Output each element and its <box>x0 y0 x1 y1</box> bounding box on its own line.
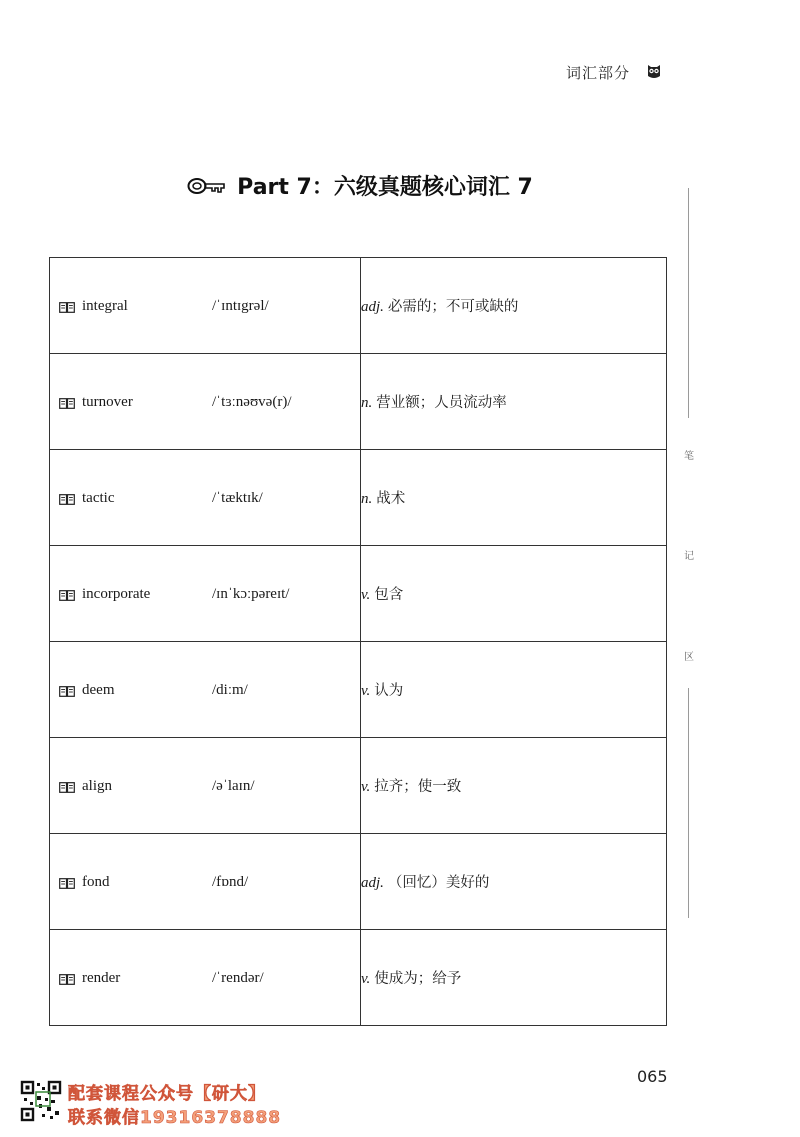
book-icon <box>59 398 75 409</box>
vocab-word: align <box>82 778 112 794</box>
vocab-row <box>50 642 667 738</box>
word-cell <box>50 834 361 930</box>
vocab-table <box>49 257 667 1026</box>
part-of-speech: v. <box>361 587 371 603</box>
word-cell <box>50 546 361 642</box>
book-icon <box>59 494 75 505</box>
watermark-line: 配套课程公众号【研大】 <box>68 1084 266 1104</box>
vocab-phonetic: /ˈtæktɪk/ <box>212 490 263 506</box>
vocab-meaning: 使成为；给予 <box>374 971 462 987</box>
owl-icon <box>646 62 662 80</box>
side-note-char: 记 <box>684 551 694 562</box>
qr-code-icon <box>20 1080 62 1122</box>
book-icon <box>59 590 75 601</box>
vocab-row <box>50 834 667 930</box>
book-icon <box>59 974 75 985</box>
vocab-row <box>50 354 667 450</box>
book-icon <box>59 782 75 793</box>
word-cell <box>50 642 361 738</box>
part-of-speech: v. <box>361 779 371 795</box>
page-title-text: Part 7：六级真题核心词汇 7 <box>237 175 533 200</box>
vocab-row <box>50 450 667 546</box>
vocab-word: fond <box>82 874 110 890</box>
word-cell <box>50 450 361 546</box>
vocab-phonetic: /ɪnˈkɔːpəreɪt/ <box>212 586 290 602</box>
vocab-meaning: 拉齐；使一致 <box>374 779 462 795</box>
vocab-word: incorporate <box>82 586 151 602</box>
meaning-cell <box>361 834 667 930</box>
word-cell <box>50 354 361 450</box>
meaning-cell <box>361 738 667 834</box>
vocab-row <box>50 258 667 354</box>
vocab-phonetic: /ˈɪntɪgrəl/ <box>212 298 269 314</box>
margin-line-top <box>688 188 689 418</box>
meaning-cell <box>361 642 667 738</box>
vocab-word: turnover <box>82 394 133 410</box>
part-of-speech: n. <box>361 491 373 507</box>
vocab-phonetic: /fɒnd/ <box>212 874 249 890</box>
side-note-char: 区 <box>684 652 694 663</box>
vocab-word: tactic <box>82 490 115 506</box>
meaning-cell <box>361 258 667 354</box>
part-of-speech: adj. <box>361 875 384 891</box>
watermark-line: 联系微信19316378888 <box>68 1108 282 1128</box>
meaning-cell <box>361 930 667 1026</box>
word-cell <box>50 738 361 834</box>
section-title: 词汇部分 <box>566 64 631 82</box>
vocab-meaning: 包含 <box>374 587 404 603</box>
word-cell <box>50 258 361 354</box>
part-of-speech: n. <box>361 395 373 411</box>
side-note-char: 笔 <box>684 451 694 462</box>
vocab-meaning: 认为 <box>374 683 404 699</box>
vocab-phonetic: /diːm/ <box>212 682 248 698</box>
part-of-speech: v. <box>361 971 371 987</box>
vocab-meaning: 战术 <box>376 491 406 507</box>
word-cell <box>50 930 361 1026</box>
margin-line-bottom <box>688 688 689 918</box>
key-icon <box>187 176 227 196</box>
vocab-word: deem <box>82 682 115 698</box>
vocab-word: render <box>82 970 121 986</box>
vocab-row <box>50 930 667 1026</box>
vocab-row <box>50 546 667 642</box>
vocab-phonetic: /ˈtɜːnəʊvə(r)/ <box>212 394 292 410</box>
page-number: 065 <box>637 1067 668 1086</box>
meaning-cell <box>361 546 667 642</box>
meaning-cell <box>361 354 667 450</box>
book-icon <box>59 878 75 889</box>
part-of-speech: v. <box>361 683 371 699</box>
vocab-word: integral <box>82 298 128 314</box>
part-of-speech: adj. <box>361 299 384 315</box>
meaning-cell <box>361 450 667 546</box>
vocab-phonetic: /əˈlaɪn/ <box>212 778 255 794</box>
book-icon <box>59 686 75 697</box>
vocab-row <box>50 738 667 834</box>
book-icon <box>59 302 75 313</box>
vocab-meaning: （回忆）美好的 <box>387 875 490 891</box>
vocab-phonetic: /ˈrendər/ <box>212 970 264 986</box>
vocab-meaning: 必需的；不可或缺的 <box>387 299 519 315</box>
vocab-meaning: 营业额；人员流动率 <box>376 395 507 411</box>
page-title <box>0 170 720 201</box>
